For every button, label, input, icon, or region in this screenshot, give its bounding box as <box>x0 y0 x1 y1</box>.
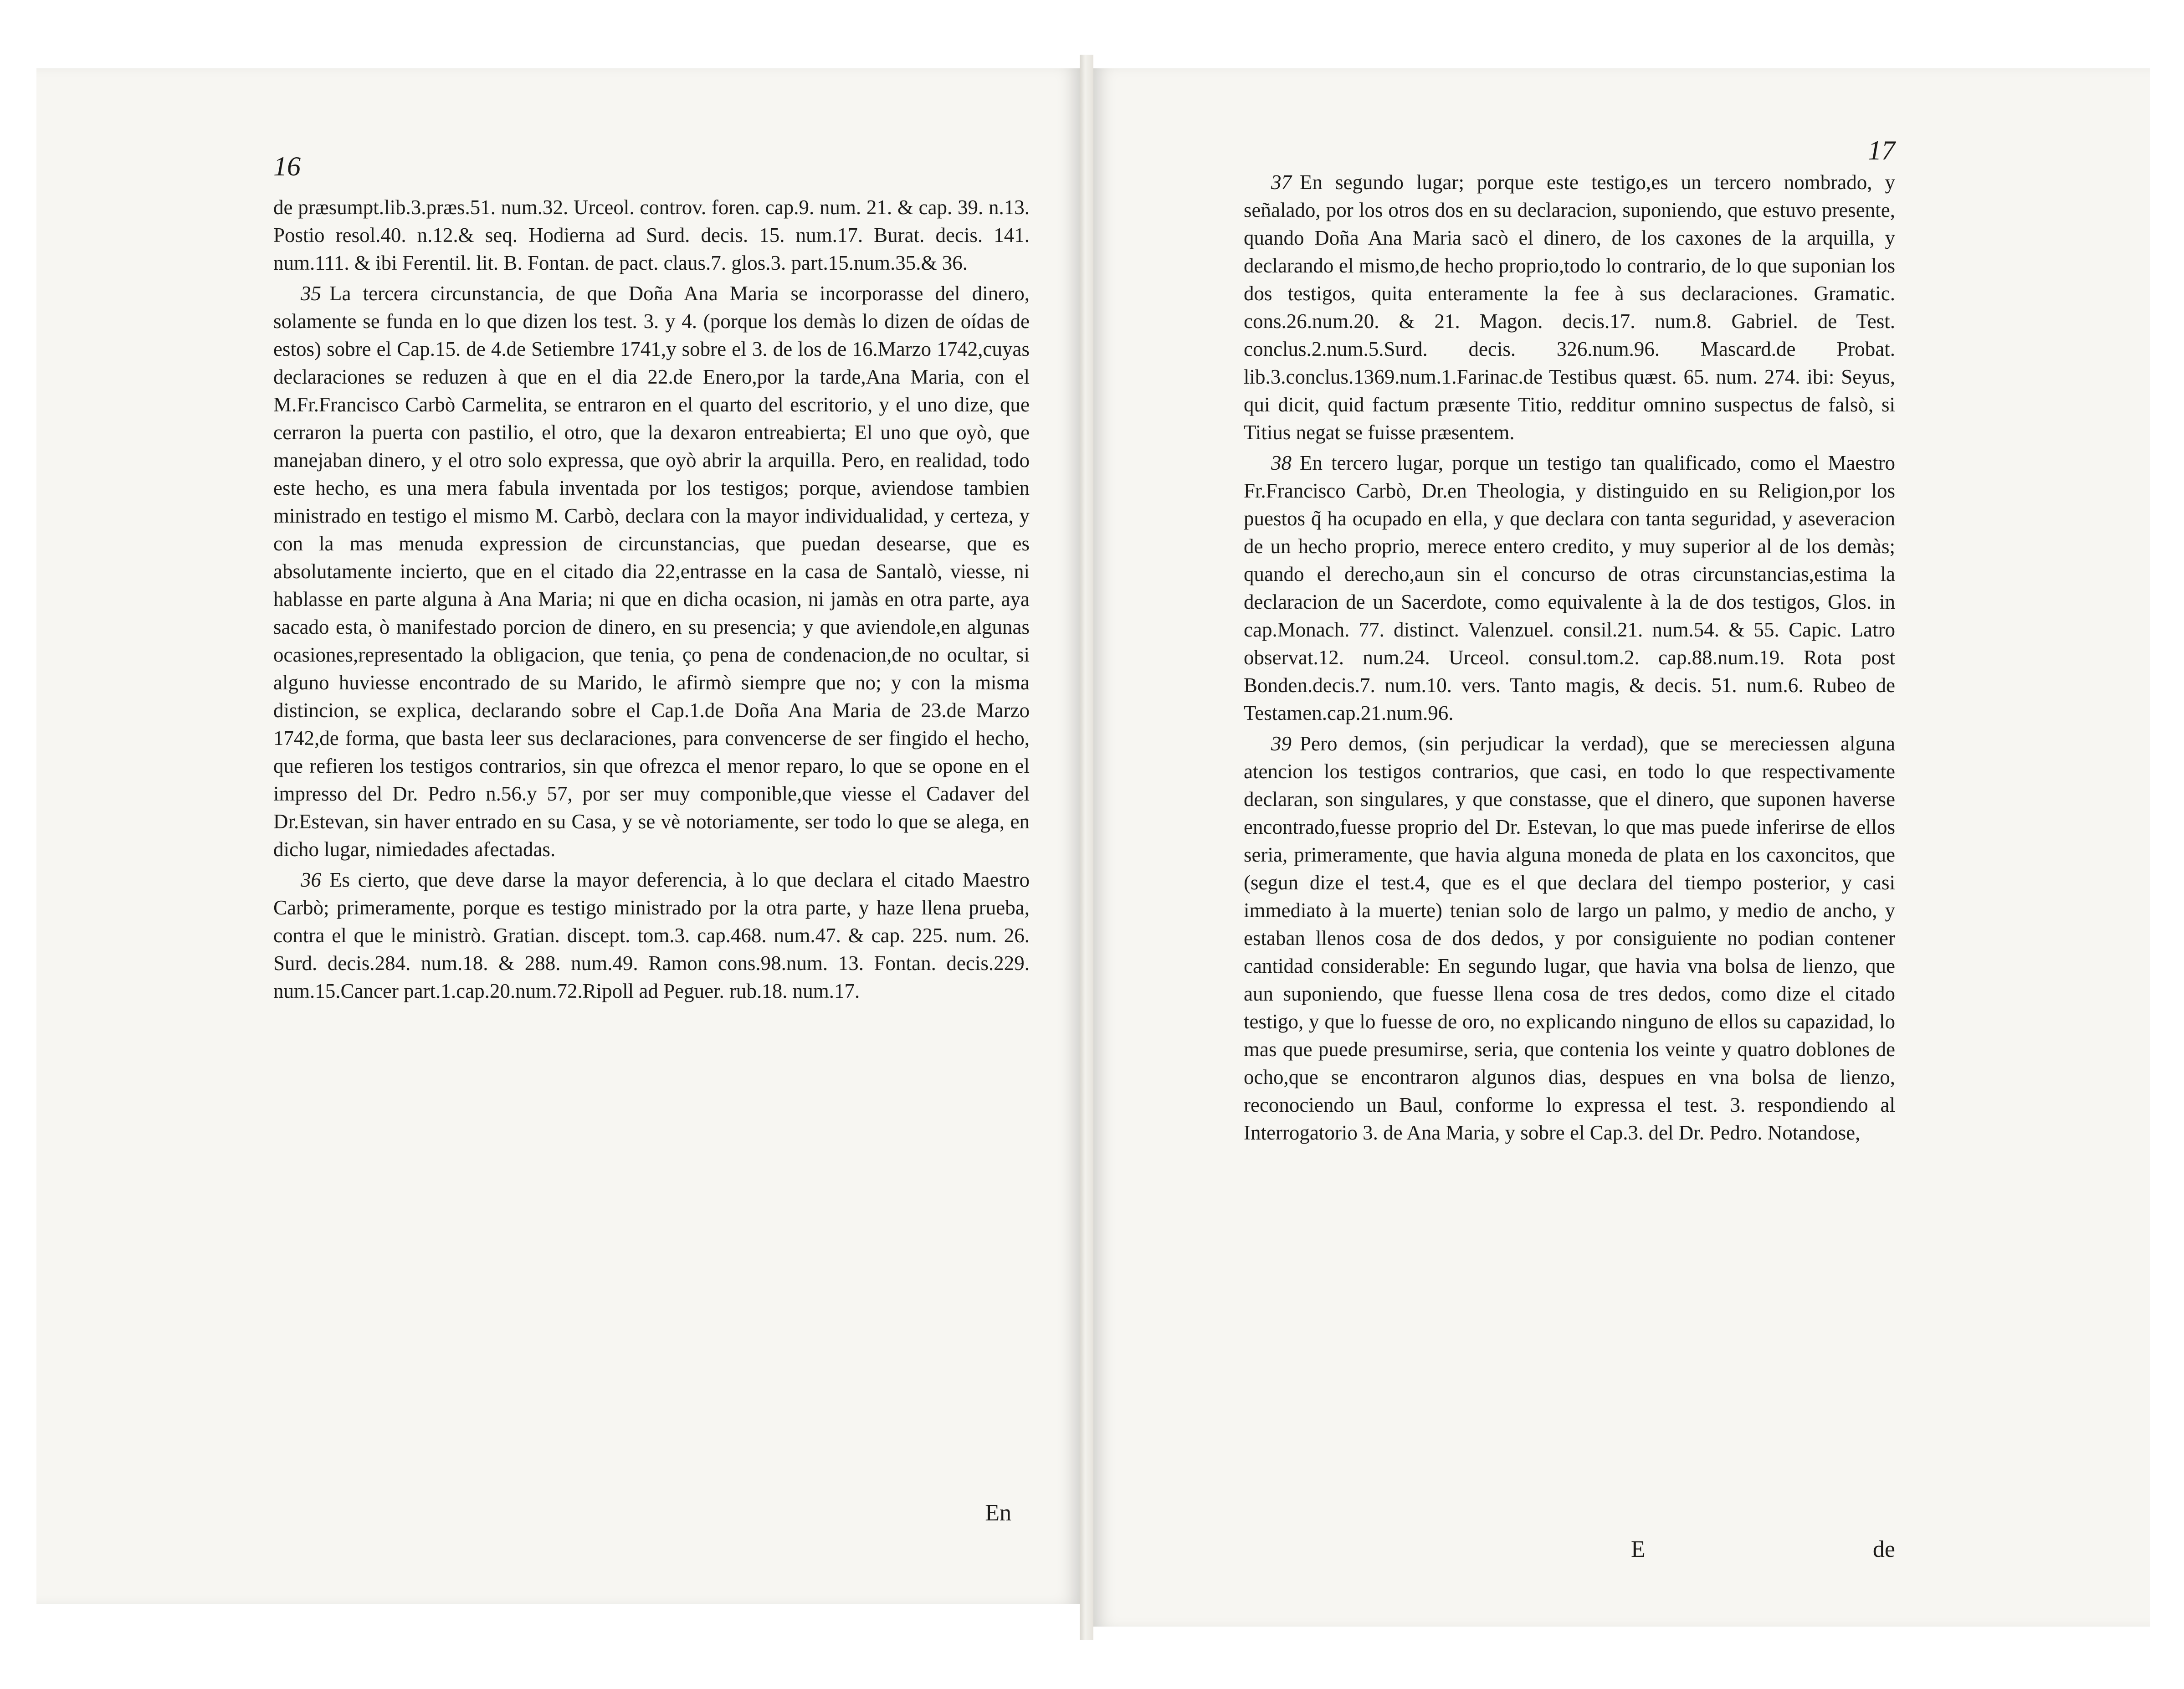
paragraph-37 <box>1244 169 1895 447</box>
page-number-left: 16 <box>273 151 301 181</box>
catchword-right: de <box>1872 1536 1895 1562</box>
lead-text: de præsumpt.lib.3.præs.51. num.32. Urceol. controv. foren. cap.9. num. 21. & cap. 39. n.13. Postio resol.40. n.12.& seq. Hodierna ad Surd. decis. 15. num.17. Burat. decis. 141. num.111. & ibi Ferentil. lit. B. Fontan. de pact. claus.7. glos.3. part.15.num.35.& 36. <box>273 196 1030 274</box>
paragraph-number: 35 <box>301 282 321 305</box>
paragraph-text: Pero demos, (sin perjudicar la verdad), que se mereciessen alguna atencion los testigos contrarios, que casi, en todo lo que respectivamente declaran, son singulares, y que constasse, que el dinero, que suponen haverse encontrado,fuesse proprio del Dr. Estevan, lo que mas puede inferirse de ellos seria, primeramente, que havia alguna moneda de plata en los caxoncitos, que (segun dize el test.4, que es el que declara del tiempo posterior, y casi immediato à la muerte) tenian solo de largo un palmo, y medio de ancho, y estaban llenos cosa de dos dedos, y por consiguiente no podian contener cantidad considerable: En segundo lugar, que havia vna bolsa de lienzo, que aun suponiendo, que fuesse llena cosa de tres dedos, como dize el citado testigo, y que lo fuesse de oro, no explicando ninguno de ellos su capazidad, lo mas que puede presumirse, seria, que contenia los veinte y quatro doblones de ocho,que se encontraron algunos dias, despues en vna bolsa de lienzo, reconociendo un Baul, conforme lo expressa el test. 3. respondiendo al Interrogatorio 3. de Ana Maria, y sobre el Cap.3. del Dr. Pedro. Notandose, <box>1244 732 1895 1144</box>
book-gutter <box>1080 55 1093 1640</box>
paragraph-35 <box>273 280 1030 863</box>
page-number-right: 17 <box>1868 135 1895 165</box>
catchword-left: En <box>985 1500 1011 1526</box>
paragraph-number: 39 <box>1271 732 1292 755</box>
paragraph-number: 36 <box>301 868 321 891</box>
left-page <box>36 68 1080 1604</box>
paragraph-text: En segundo lugar; porque este testigo,es un tercero nombrado, y señalado, por los otros dos en su declaracion, suponiendo, que estuvo presente, quando Doña Ana Maria sacò el dinero, de los caxones de la arquilla, y declarando el mismo,de hecho proprio,todo lo contrario, de lo que suponian los dos testigos, quita enteramente la fee à sus declaraciones. Gramatic. cons.26.num.20. & 21. Magon. decis.17. num.8. Gabriel. de Test. conclus.2.num.5.Surd. decis. 326.num.96. Mascard.de Probat. lib.3.conclus.1369.num.1.Farinac.de Testibus quæst. 65. num. 274. ibi: Seyus, qui dicit, quid factum præsente Titio, redditur omnino suspectus de falsò, si Titius negat se fuisse præsentem. <box>1244 171 1895 444</box>
paragraph-38 <box>1244 449 1895 727</box>
signature-mark: E <box>1631 1536 1646 1562</box>
paragraph-39 <box>1244 730 1895 1147</box>
paragraph-number: 37 <box>1271 171 1292 194</box>
paragraph-text: En tercero lugar, porque un testigo tan qualificado, como el Maestro Fr.Francisco Carbò, Dr.en Theologia, y distinguido en su Religion,por los puestos q̃ ha ocupado en ella, y que declara con tanta seguridad, y aseveracion de un hecho proprio, merece entero credito, y muy superior al de los demàs; quando el derecho,aun sin el concurso de otras circunstancias,estima la declaracion de un Sacerdote, como equivalente à la de dos testigos, Glos. in cap.Monach. 77. distinct. Valenzuel. consil.21. num.54. & 55. Capic. Latro observat.12. num.24. Urceol. consul.tom.2. cap.88.num.19. Rota post Bonden.decis.7. num.10. vers. Tanto magis, & decis. 51. num.6. Rubeo de Testamen.cap.21.num.96. <box>1244 452 1895 724</box>
paragraph-text: La tercera circunstancia, de que Doña Ana Maria se incorporasse del dinero, solamente se funda en lo que dizen los test. 3. y 4. (porque los demàs lo dizen de oídas de estos) sobre el Cap.15. de 4.de Setiembre 1741,y sobre el 3. de los de 16.Marzo 1742,cuyas declaraciones se reduzen à que en el dia 22.de Enero,por la tarde,Ana Maria, con el M.Fr.Francisco Carbò Carmelita, se entraron en el quarto del escritorio, y el uno dize, que cerraron la puerta con pastilio, el otro, que la dexaron entreabierta; El uno que oyò, que manejaban dinero, y el otro solo expressa, que oyò abrir la arquilla. Pero, en realidad, todo este hecho, es una mera fabula inventada por los testigos; porque, aviendose tambien ministrado en testigo el mismo M. Carbò, declara con la mayor individualidad, y certeza, y con la mas menuda expression de circunstancias, que puedan desearse, que es absolutamente incierto, que en el citado dia 22,entrasse en la casa de Santalò, viesse, ni hablasse en parte alguna à Ana Maria; ni que en dicha ocasion, ni jamàs en otra parte, aya sacado esta, ò manifestado porcion de dinero, en su presencia; y que aviendole,en algunas ocasiones,representado la obligacion, que tenia, ço pena de condenacion,de no ocultar, si alguno huviesse encontrado de su Marido, le afirmò siempre que no; y con la misma distincion, se explica, declarando sobre el Cap.1.de Doña Ana Maria de 23.de Marzo 1742,de forma, que basta leer sus declaraciones, para convencerse de ser fingido el hecho, que refieren los testigos contrarios, sin que ofrezca el menor reparo, lo que se opone en el impresso del Dr. Pedro n.56.y 57, por ser muy componible,que viesse el Cadaver del Dr.Estevan, sin haver entrado en su Casa, y se vè notoriamente, ser todo lo que se alega, en dicho lugar, nimiedades afectadas. <box>273 282 1030 861</box>
right-page-text <box>1244 169 1895 1147</box>
paragraph-number: 38 <box>1271 452 1292 474</box>
paragraph-36 <box>273 866 1030 1005</box>
right-page <box>1093 68 2150 1627</box>
left-page-text <box>273 194 1030 1005</box>
paragraph-text: Es cierto, que deve darse la mayor deferencia, à lo que declara el citado Maestro Carbò; primeramente, porque es testigo ministrado por la otra parte, y haze llena prueba, contra el que le ministrò. Gratian. discept. tom.3. cap.468. num.47. & cap. 225. num. 26. Surd. decis.284. num.18. & 288. num.49. Ramon cons.98.num. 13. Fontan. decis.229. num.15.Cancer part.1.cap.20.num.72.Ripoll ad Peguer. rub.18. num.17. <box>273 868 1030 1002</box>
